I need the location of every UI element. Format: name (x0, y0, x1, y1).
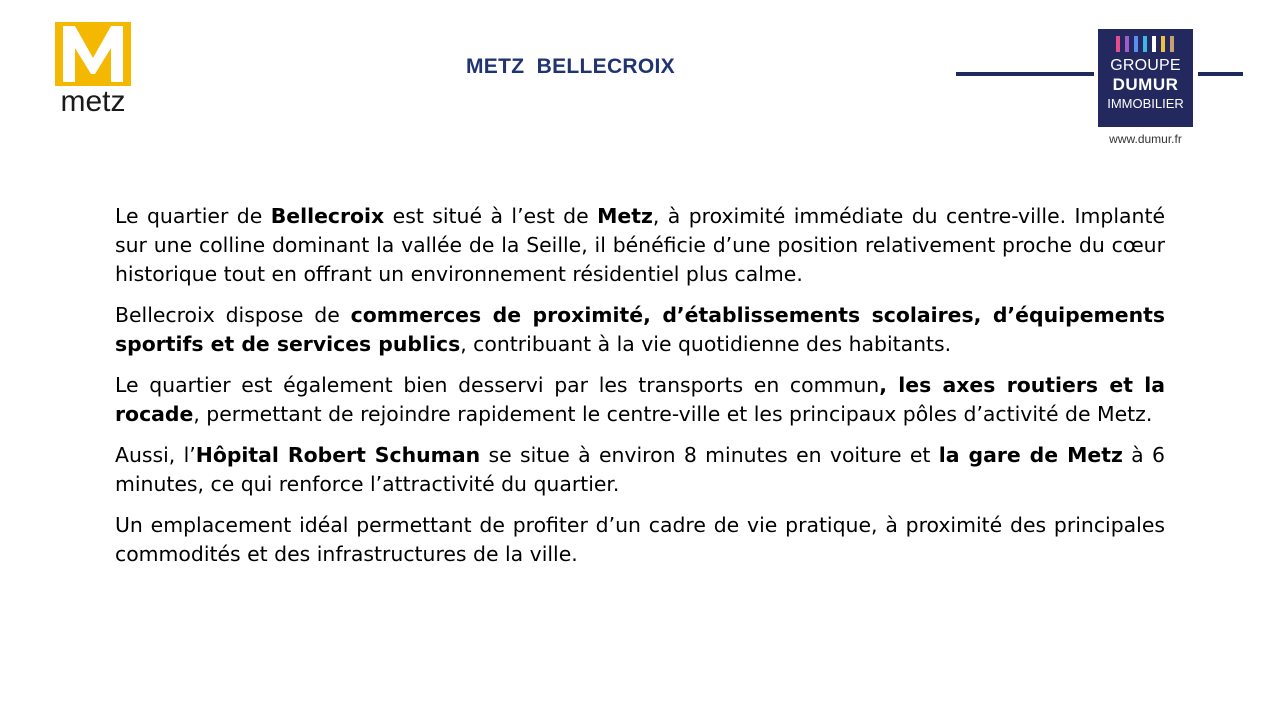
dumur-logo-line1: GROUPE (1110, 57, 1181, 74)
header-rule-right (1198, 72, 1243, 76)
dumur-color-bars-icon (1116, 36, 1176, 52)
metz-logo-word: metz (60, 85, 126, 118)
paragraph-transport: Le quartier est également bien desservi par les transports en commun, les axes routiers et la rocade, permettant de rejoindre rapidement le centre-ville et les principaux pôles d’activité de Metz. (115, 373, 1166, 426)
header-rule-left (956, 72, 1094, 76)
metz-logo (55, 22, 131, 120)
paragraph-proximity: Aussi, l’Hôpital Robert Schuman se situe à environ 8 minutes en voiture et la gare de Metz à 6 minutes, ce qui renforce l’attractivité du quartier. (115, 443, 1165, 496)
dumur-logo-line2: DUMUR (1112, 75, 1179, 94)
dumur-url: www.dumur.fr (1109, 132, 1182, 146)
metz-m-logo-icon (55, 22, 131, 86)
dumur-logo-line3: IMMOBILIER (1107, 96, 1184, 111)
paragraph-location: Le quartier de Bellecroix est situé à l’est de Metz, à proximité immédiate du centre-ville. Implanté sur une colline dominant la vallée de la Seille, il bénéficie d’une position relativement proche du cœur historique tout en offrant un environnement résidentiel plus calme. (115, 204, 1165, 286)
paragraph-conclusion: Un emplacement idéal permettant de profiter d’un cadre de vie pratique, à proximité des principales commodités et des infrastructures de la ville. (115, 513, 1165, 566)
description-text (115, 202, 1165, 581)
dumur-logo (1098, 29, 1193, 127)
page-title: METZ BELLECROIX (466, 55, 675, 78)
paragraph-amenities: Bellecroix dispose de commerces de proximité, d’établissements scolaires, d’équipements sportifs et de services publics, contribuant à la vie quotidienne des habitants. (115, 303, 1166, 356)
